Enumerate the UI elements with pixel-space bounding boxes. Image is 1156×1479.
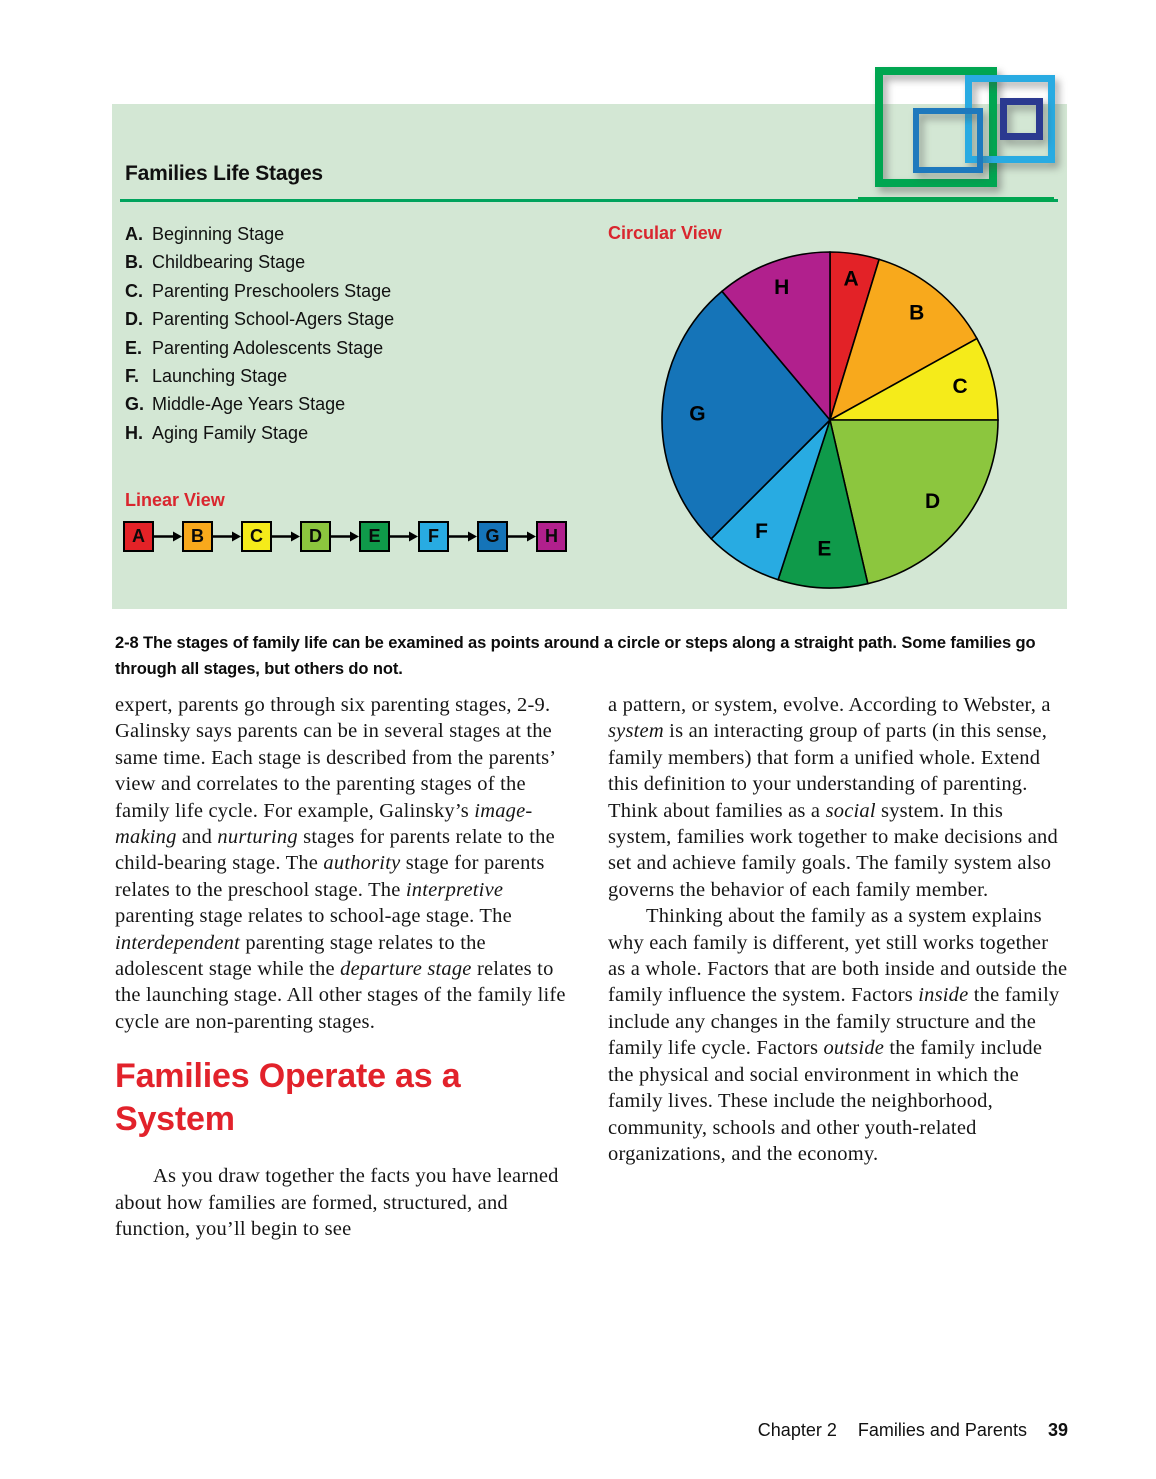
footer-page-number: 39 [1047, 1420, 1068, 1440]
stage-item: G. Middle-Age Years Stage [125, 394, 346, 415]
logo-blue-square-icon [913, 108, 983, 173]
pie-slice-label: G [689, 402, 706, 426]
pie-slice-label: D [925, 490, 941, 514]
arrow-right-icon [390, 521, 418, 552]
figure-title: Families Life Stages [125, 162, 323, 185]
paragraph: expert, parents go through six parenting stages, 2-9. Galinsky says parents can be in several stages at the same time. Each stage is described from the parents’ view and correlates to the parenting stages of the family life cycle. For example, Galinsky’s image-making and nurturing stages for parents relate to the child-bearing stage. The authority stage for parents relates to the preschool stage. The interpretive parenting stage relates to school-age stage. The interdependent parenting stage relates to the adolescent stage while the departure stage relates to the launching stage. All other stages of the family life cycle are non-parenting stages. [115, 694, 566, 1033]
linear-flow [123, 521, 567, 552]
stage-list [125, 220, 394, 447]
logo-underline [858, 197, 1054, 202]
flow-box-A: A [123, 521, 154, 552]
pie-slice-label: C [952, 374, 968, 398]
pie-slice-label: F [755, 520, 768, 544]
arrow-right-icon [272, 521, 300, 552]
arrow-right-icon [154, 521, 182, 552]
linear-view-label: Linear View [125, 490, 225, 510]
stage-item: C. Parenting Preschoolers Stage [125, 280, 392, 301]
circular-view-label: Circular View [608, 223, 722, 243]
section-heading: Families Operate as a System [115, 1057, 461, 1139]
stage-item: F. Launching Stage [125, 366, 288, 387]
figure-caption: 2-8 The stages of family life can be examined as points around a circle or steps along a straight path. Some families go through all stages, but others do not. [115, 634, 1036, 678]
left-column-paragraphs [115, 692, 575, 1035]
stage-item: H. Aging Family Stage [125, 422, 309, 443]
pie-slice-label: B [909, 301, 925, 325]
right-column [608, 692, 1070, 1167]
flow-box-G: G [477, 521, 508, 552]
stage-item: D. Parenting School-Agers Stage [125, 309, 395, 330]
paragraph: Thinking about the family as a system explains why each family is different, yet still works together as a whole. Factors that are both inside and outside the family influence the system. Factors inside the family include any changes in the family structure and the family life cycle. Factors outside the family include the physical and social environment in which the family lives. These include the neighborhood, community, schools and other youth-related organizations, and the economy. [608, 905, 1068, 1165]
paragraph: a pattern, or system, evolve. According to Webster, a system is an interacting group of parts (in this sense, family members) that form a unified whole. Extend this definition to your understanding of parenting. Think about families as a social system. In this system, families work together to make decisions and set and achieve family goals. The family system also governs the behavior of each family member. [608, 694, 1058, 901]
flow-box-E: E [359, 521, 390, 552]
page-footer [115, 1420, 1068, 1441]
pie-slice-label: E [817, 537, 832, 561]
footer-chapter: Chapter 2 [757, 1420, 837, 1440]
pie-slice-label: A [843, 267, 859, 291]
flow-box-C: C [241, 521, 272, 552]
stage-item: A. Beginning Stage [125, 224, 285, 244]
paragraph: As you draw together the facts you have learned about how families are formed, structured, and function, you’ll begin to see [115, 1165, 559, 1241]
pie-chart [658, 248, 1002, 592]
flow-box-D: D [300, 521, 331, 552]
flow-box-F: F [418, 521, 449, 552]
arrow-right-icon [331, 521, 359, 552]
flow-box-H: H [536, 521, 567, 552]
pie-slice-label: H [774, 275, 790, 299]
stage-item: B. Childbearing Stage [125, 252, 306, 273]
arrow-right-icon [449, 521, 477, 552]
arrow-right-icon [213, 521, 241, 552]
arrow-right-icon [508, 521, 536, 552]
left-column [115, 692, 575, 1243]
footer-section: Families and Parents [857, 1420, 1027, 1440]
stage-item: E. Parenting Adolescents Stage [125, 337, 384, 358]
logo-navy-square-icon [1000, 98, 1043, 140]
left-column-paragraphs-after [115, 1163, 575, 1242]
right-column-paragraphs [608, 692, 1070, 1167]
flow-box-B: B [182, 521, 213, 552]
